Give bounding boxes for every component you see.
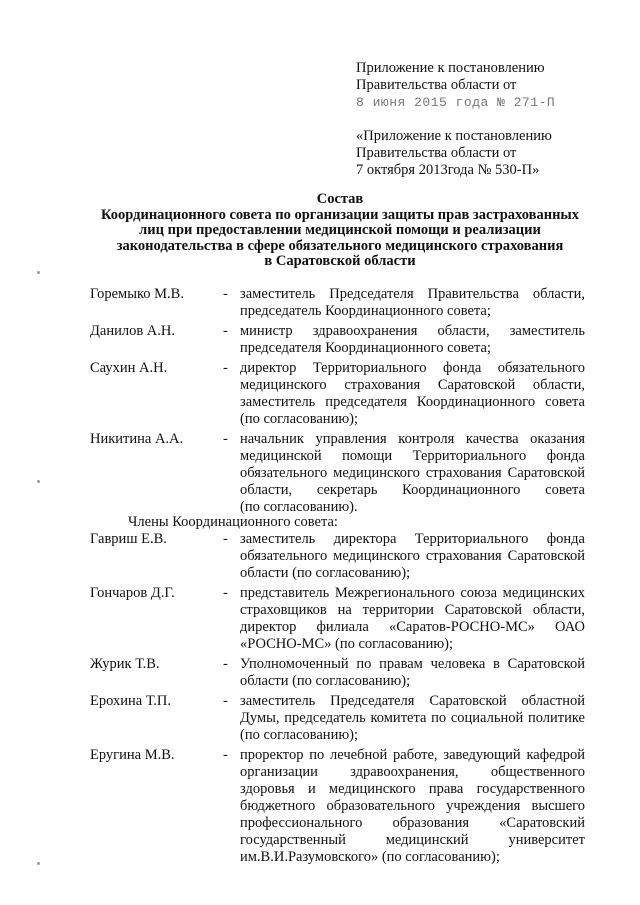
- title-line: законодательства в сфере обязательного медицинского страхования: [116, 237, 564, 254]
- members-list: [90, 531, 585, 869]
- description-line: медицинского страхования Саратовской области,: [240, 377, 585, 393]
- person-row: [90, 585, 585, 653]
- description-line: заместитель директора Территориального фонда: [240, 531, 585, 547]
- dash-separator: -: [223, 431, 228, 447]
- appendix-quote-line: Правительства области от: [356, 145, 517, 161]
- position-description: [240, 286, 585, 320]
- description-line: председателя Координационного совета;: [240, 340, 491, 356]
- person-name: Ерохина Т.П.: [90, 693, 171, 709]
- position-description: [240, 531, 585, 582]
- title-line: в Саратовской области: [264, 253, 416, 269]
- position-description: [240, 360, 585, 428]
- person-name: Саухин А.Н.: [90, 360, 168, 376]
- title-line: лиц при предоставлении медицинской помощи и реализации: [139, 222, 541, 238]
- dash-separator: -: [223, 531, 228, 547]
- description-line: заместитель председателя Координационного совета: [240, 394, 585, 410]
- description-line: директор филиала «Саратов-РОСНО-МС» ОАО: [240, 619, 585, 635]
- description-line: области (по согласованию);: [240, 673, 411, 689]
- members-heading: Члены Координационного совета:: [128, 514, 338, 530]
- description-line: области (по согласованию);: [240, 565, 411, 581]
- description-line: профессионального образования «Саратовский: [240, 815, 585, 831]
- person-row: [90, 431, 585, 516]
- description-line: проректор по лечебной работе, заведующий кафедрой: [240, 747, 585, 763]
- appendix-line: Правительства области от: [356, 77, 517, 93]
- description-line: заместитель Председателя Саратовской областной: [240, 693, 585, 709]
- person-row: [90, 360, 585, 428]
- description-line: Думы, председатель комитета по социальной политике: [240, 710, 585, 726]
- position-description: [240, 323, 585, 357]
- person-name: Горемыко М.В.: [90, 286, 184, 302]
- person-name: Гавриш Е.В.: [90, 531, 167, 547]
- description-line: (по согласованию).: [240, 499, 358, 515]
- description-line: области, секретарь Координационного совета: [240, 482, 585, 498]
- scan-speck: [37, 480, 40, 483]
- description-line: «РОСНО-МС» (по согласованию);: [240, 636, 454, 652]
- dash-separator: -: [223, 693, 228, 709]
- dash-separator: -: [223, 585, 228, 601]
- appendix-line: Приложение к постановлению: [356, 60, 545, 76]
- description-line: министр здравоохранения области, заместитель: [240, 323, 585, 339]
- description-line: (по согласованию);: [240, 411, 359, 427]
- description-line: заместитель Председателя Правительства области,: [240, 286, 585, 302]
- description-line: организации здравоохранения, общественного: [240, 764, 585, 780]
- person-row: [90, 531, 585, 582]
- position-description: [240, 693, 585, 744]
- document-title: [80, 192, 600, 270]
- dash-separator: -: [223, 323, 228, 339]
- description-line: медицинской помощи Территориального фонда: [240, 448, 585, 464]
- person-row: [90, 693, 585, 744]
- description-line: страховщиков на территории Саратовской области,: [240, 602, 585, 618]
- person-row: [90, 747, 585, 866]
- description-line: (по согласованию);: [240, 727, 359, 743]
- description-line: председатель Координационного совета;: [240, 303, 491, 319]
- scan-speck: [37, 862, 40, 865]
- title-line: Координационного совета по организации защиты прав застрахованных: [100, 206, 580, 223]
- description-line: представитель Межрегионального союза медицинских: [240, 585, 585, 601]
- date-stamp: 8 июня 2015 года № 271-П: [356, 95, 556, 110]
- leadership-list: [90, 286, 585, 519]
- dash-separator: -: [223, 747, 228, 763]
- description-line: обязательного медицинского страхования Саратовской: [240, 465, 585, 481]
- position-description: [240, 747, 585, 866]
- dash-separator: -: [223, 360, 228, 376]
- description-line: здоровья и медицинского права государственного: [240, 781, 585, 797]
- appendix-header: [356, 60, 555, 179]
- appendix-quote-line: «Приложение к постановлению: [356, 128, 552, 144]
- description-line: директор Территориального фонда обязательного: [240, 360, 585, 376]
- description-line: бюджетного образовательного учреждения высшего: [240, 798, 585, 814]
- description-line: им.В.И.Разумовского» (по согласованию);: [240, 849, 500, 865]
- person-row: [90, 323, 585, 357]
- person-row: [90, 286, 585, 320]
- dash-separator: -: [223, 286, 228, 302]
- position-description: [240, 585, 585, 653]
- position-description: [240, 431, 585, 516]
- title-line: Состав: [316, 191, 364, 207]
- person-name: Данилов А.Н.: [90, 323, 175, 339]
- appendix-quote-line: 7 октября 2013года № 530-П»: [356, 162, 540, 178]
- person-name: Никитина А.А.: [90, 431, 184, 447]
- position-description: [240, 656, 585, 690]
- description-line: обязательного медицинского страхования Саратовской: [240, 548, 585, 564]
- description-line: Уполномоченный по правам человека в Саратовской: [240, 656, 585, 672]
- description-line: начальник управления контроля качества оказания: [240, 431, 585, 447]
- description-line: государственный медицинский университет: [240, 832, 585, 848]
- person-name: Еругина М.В.: [90, 747, 175, 763]
- person-name: Гончаров Д.Г.: [90, 585, 175, 601]
- dash-separator: -: [223, 656, 228, 672]
- scan-speck: [37, 271, 40, 274]
- person-name: Журик Т.В.: [90, 656, 160, 672]
- person-row: [90, 656, 585, 690]
